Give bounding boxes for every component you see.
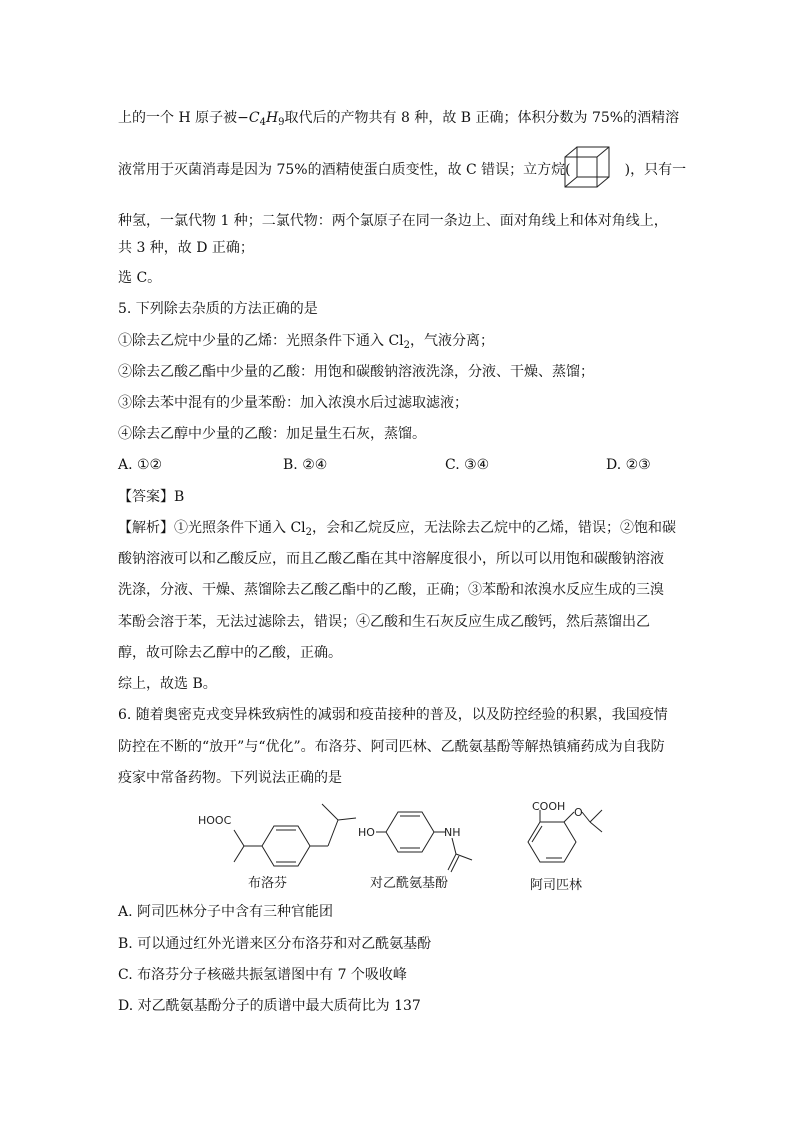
q6-stem-line-1: 6. 随着奥密克戎变异株致病性的减弱和疫苗接种的普及，以及防控经验的积累，我国疫情	[118, 707, 668, 723]
q5-statement-3: ③除去苯中混有的少量苯酚：加入浓溴水后过滤取滤液；	[118, 395, 468, 411]
paracetamol-nh-label: NH	[444, 826, 461, 839]
aspirin-o-label: O	[574, 806, 583, 819]
q5-analysis-line-4: 苯酚会溶于苯，无法过滤除去，错误；④乙酸和生石灰反应生成乙酸钙，然后蒸馏出乙	[118, 614, 650, 630]
q6-option-d: D. 对乙酰氨基酚分子的质谱中最大质荷比为 137	[118, 998, 421, 1014]
q5-analysis-line-5: 醇，故可除去乙醇中的乙酸，正确。	[118, 645, 342, 661]
formula-h: H	[265, 110, 279, 126]
formula-subscript: 9	[278, 117, 285, 128]
q5-statement-4: ④除去乙醇中少量的乙酸：加足量生石灰，蒸馏。	[118, 426, 426, 442]
text-segment: 上的一个 H 原子被	[118, 110, 238, 126]
paracetamol-structure	[376, 812, 472, 872]
aspirin-structure	[528, 810, 602, 862]
ibuprofen-cooh-label: HOOC	[198, 814, 232, 827]
formula-subscript: 4	[259, 117, 266, 128]
q6-stem-line-3: 疫家中常备药物。下列说法正确的是	[118, 770, 342, 786]
text-line-1	[118, 108, 679, 133]
formula-c: −C	[237, 110, 260, 126]
q5-statement-1	[118, 331, 494, 356]
cubane-structure-image	[563, 145, 613, 189]
q6-option-b: B. 可以通过红外光谱来区分布洛芬和对乙酰氨基酚	[118, 936, 432, 952]
aspirin-caption: 阿司匹林	[530, 878, 583, 893]
paracetamol-ho-label: HO	[358, 826, 375, 839]
text-segment: 液常用于灭菌消毒是因为 75%的酒精使蛋白质变性，故 C 错误；立方烷(	[118, 162, 571, 178]
formula-subscript: 2	[305, 527, 313, 538]
q6-option-c: C. 布洛芬分子核磁共振氢谱图中有 7 个吸收峰	[118, 967, 407, 983]
text-segment: 【解析】①光照条件下通入 Cl	[118, 520, 306, 536]
text-segment: ，会和乙烷反应，无法除去乙烷中的乙烯，错误；②饱和碳	[312, 520, 677, 536]
aspirin-cooh-label: COOH	[532, 800, 566, 813]
text-segment: )，只有一	[624, 162, 687, 178]
q6-stem-line-2: 防控在不断的“放开”与“优化”。布洛芬、阿司匹林、乙酰氨基酚等解热镇痛药成为自我防	[118, 739, 665, 755]
q5-option-c: C. ③④	[445, 457, 490, 473]
text-line-4: 共 3 种，故 D 正确；	[118, 240, 254, 256]
q5-option-d: D. ②③	[606, 457, 651, 473]
text-segment: 取代后的产物共有 8 种，故 B 正确；体积分数为 75%的酒精溶	[284, 110, 680, 126]
paracetamol-caption: 对乙酰氨基酚	[370, 876, 449, 891]
text-segment: ，气液分离；	[410, 333, 495, 349]
formula-subscript: 2	[403, 340, 411, 351]
ibuprofen-structure	[234, 804, 356, 866]
q5-analysis-line-1	[118, 518, 676, 543]
ibuprofen-caption: 布洛芬	[248, 876, 288, 891]
q5-stem: 5. 下列除去杂质的方法正确的是	[118, 301, 318, 317]
q6-option-a: A. 阿司匹林分子中含有三种官能团	[118, 904, 334, 920]
q5-conclusion: 综上，故选 B。	[118, 676, 217, 692]
q5-answer: 【答案】B	[118, 489, 185, 505]
q5-option-a: A. ①②	[118, 457, 163, 473]
q5-option-b: B. ②④	[283, 457, 328, 473]
q5-analysis-line-2: 酸钠溶液可以和乙酸反应，而且乙酸乙酯在其中溶解度很小，所以可以用饱和碳酸钠溶液	[118, 551, 664, 567]
q5-statement-2: ②除去乙酸乙酯中少量的乙酸：用饱和碳酸钠溶液洗涤，分液、干燥、蒸馏；	[118, 364, 594, 380]
text-segment: ①除去乙烷中少量的乙烯：光照条件下通入 Cl	[118, 333, 404, 349]
text-line-5: 选 C。	[118, 270, 162, 286]
q5-analysis-line-3: 洗涤，分液、干燥、蒸馏除去乙酸乙酯中的乙酸，正确；③苯酚和浓溴水反应生成的三溴	[118, 582, 664, 598]
text-line-3: 种氢，一氯代物 1 种；二氯代物：两个氯原子在同一条边上、面对角线上和体对角线上，	[118, 213, 668, 229]
